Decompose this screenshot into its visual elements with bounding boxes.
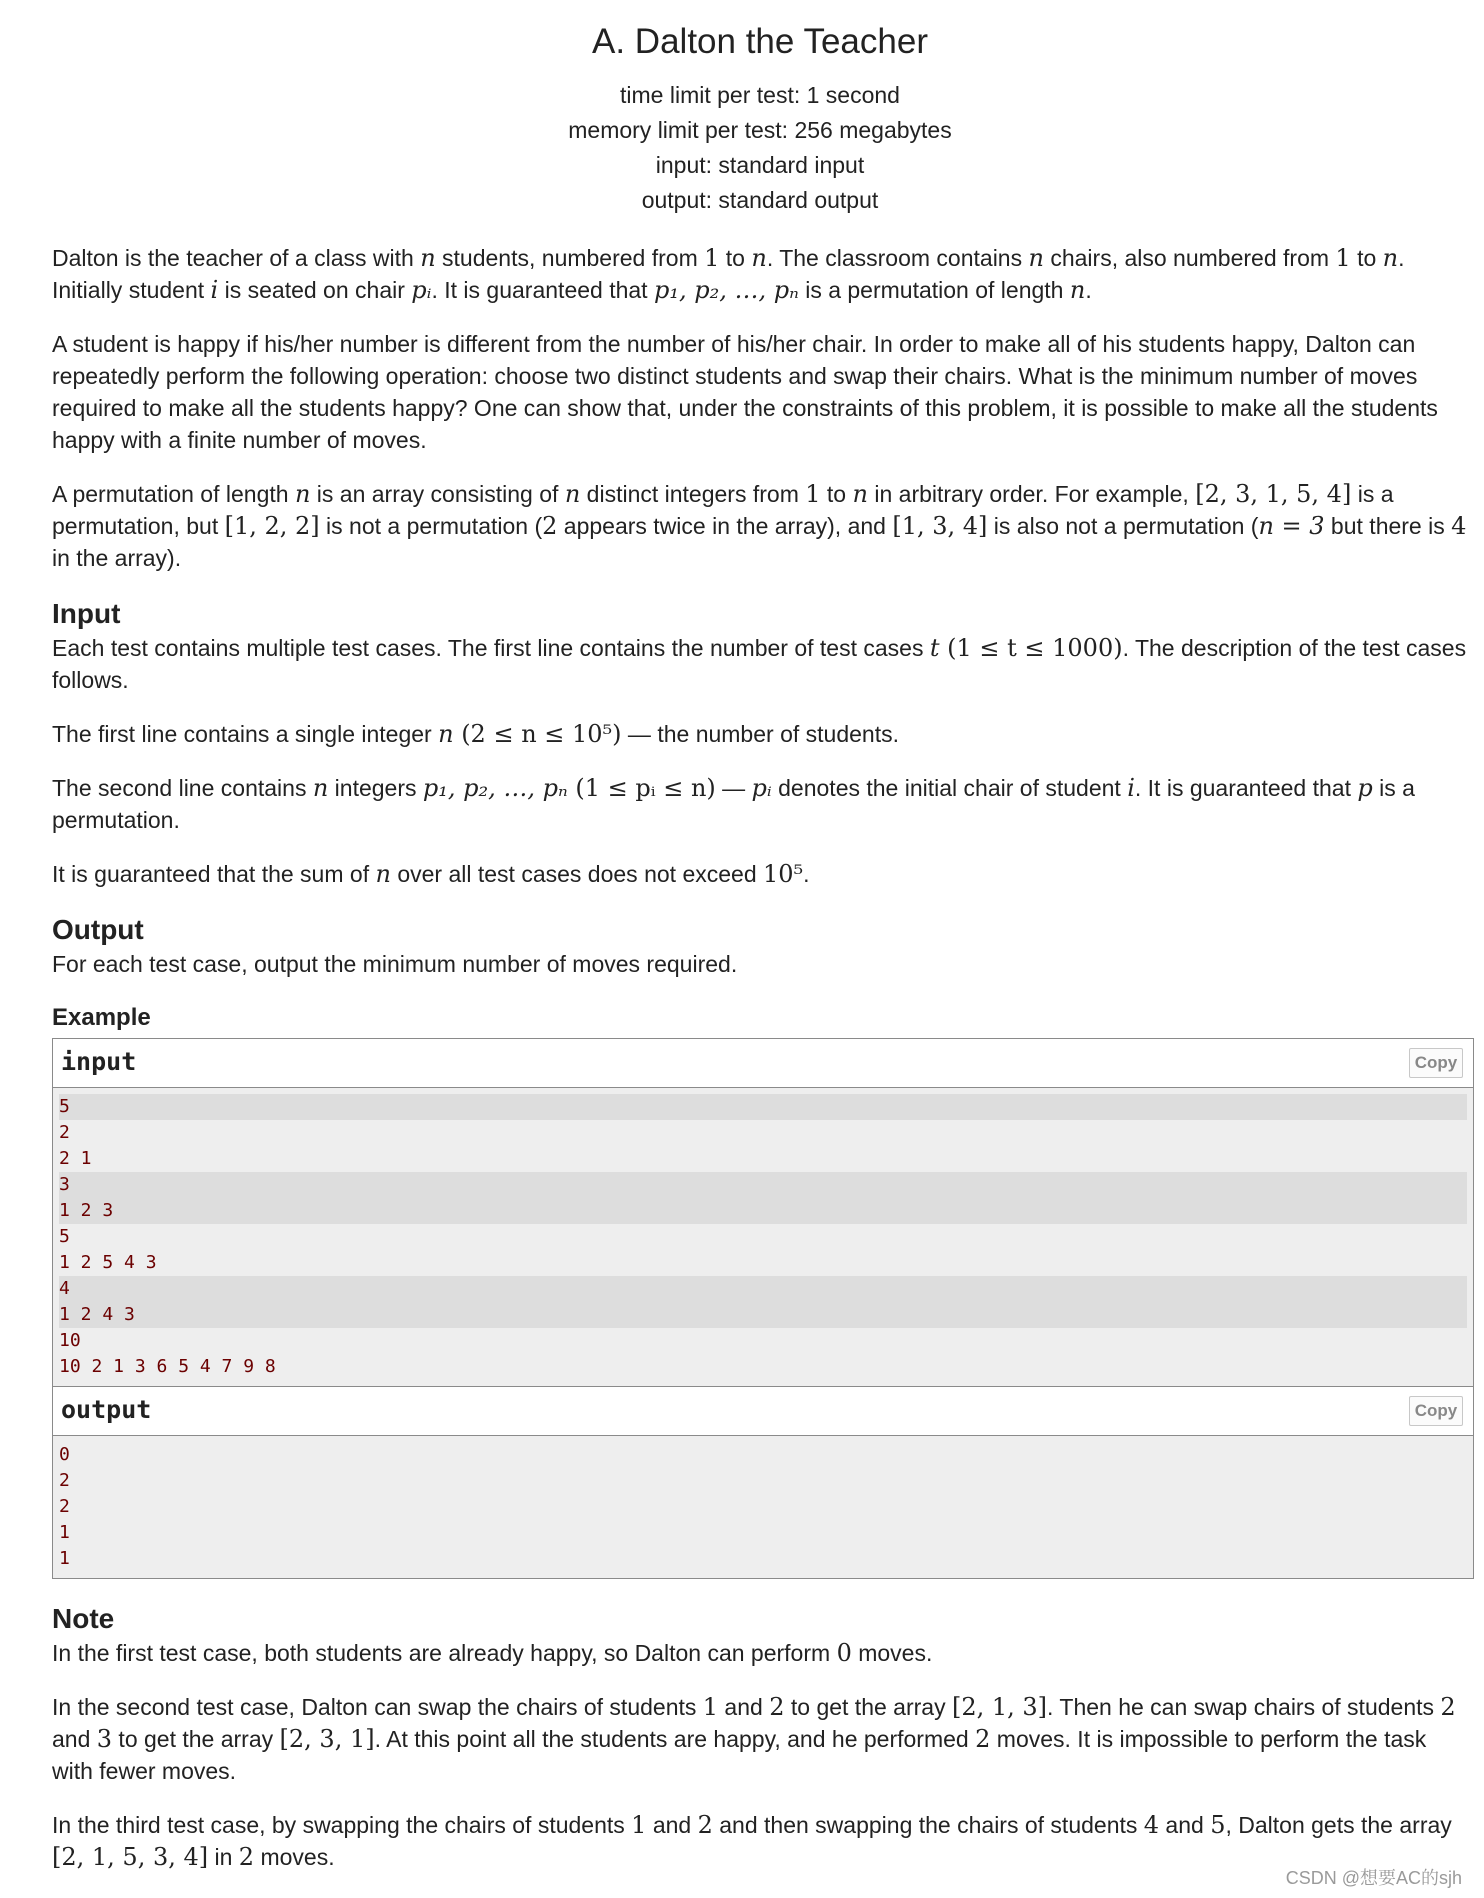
sample-input-label: input <box>61 1047 137 1076</box>
input-paragraph-1: Each test contains multiple test cases. The first line contains the number of test cases t (1 ≤ t ≤ 1000). The description of the test cases follows. <box>52 634 1467 693</box>
sample-input-line: 10 <box>59 1330 81 1351</box>
sample-input-line: 4 <box>59 1276 1467 1302</box>
sample-output-line: 0 <box>59 1444 70 1465</box>
sample-test <box>52 1038 1474 1579</box>
sample-input-line: 2 1 <box>59 1148 92 1169</box>
input-paragraph-2: The first line contains a single integer n (2 ≤ n ≤ 10⁵) — the number of students. <box>52 720 899 748</box>
sample-input-line: 2 <box>59 1122 70 1143</box>
sample-input-line: 1 2 5 4 3 <box>59 1252 157 1273</box>
example-title: Example <box>52 1004 151 1031</box>
sample-output-header <box>53 1387 1473 1436</box>
statement-paragraph-1: Dalton is the teacher of a class with n students, numbered from 1 to n. The classroom contains n chairs, also numbered from 1 to n. Initially student i is seated on chair pᵢ. It is guaranteed that p₁, p₂, …, pₙ is a permutation of length n. <box>52 244 1405 304</box>
sample-output-label: output <box>61 1395 152 1424</box>
sample-output-line: 1 <box>59 1522 70 1543</box>
input-paragraph-3: The second line contains n integers p₁, p₂, …, pₙ (1 ≤ pᵢ ≤ n) — pᵢ denotes the initial chair of student i. It is guaranteed that p is a permutation. <box>52 774 1415 833</box>
time-limit: time limit per test: 1 second <box>620 82 900 108</box>
sample-input-line: 5 <box>59 1094 1467 1120</box>
sample-input-line: 10 2 1 3 6 5 4 7 9 8 <box>59 1356 276 1377</box>
note-paragraph-1: In the first test case, both students are already happy, so Dalton can perform 0 moves. <box>52 1639 933 1667</box>
input-section-title: Input <box>52 598 121 629</box>
statement-paragraph-3: A permutation of length n is an array consisting of n distinct integers from 1 to n in arbitrary order. For example, [2, 3, 1, 5, 4] is a permutation, but [1, 2, 2] is not a permutation (2 appears twice in the array), and [1, 3, 4] is also not a permutation (n = 3 but there is 4 in the array). <box>52 480 1467 571</box>
problem-header <box>52 22 1468 218</box>
sample-output-line: 2 <box>59 1470 70 1491</box>
sample-input-line: 1 2 3 <box>59 1198 1467 1224</box>
sample-input-body <box>53 1088 1473 1386</box>
input-paragraph-4: It is guaranteed that the sum of n over all test cases does not exceed 10⁵. <box>52 860 810 888</box>
problem-statement <box>52 0 1468 1895</box>
sample-input-line: 3 <box>59 1172 1467 1198</box>
statement-paragraph-2: A student is happy if his/her number is different from the number of his/her chair. In order to make all of his students happy, Dalton can repeatedly perform the following operation: choose two distinct students and swap their chairs. What is the minimum number of moves required to make all the students happy? One can show that, under the constraints of this problem, it is possible to make all the students happy with a finite number of moves. <box>52 331 1438 453</box>
problem-title: A. Dalton the Teacher <box>592 22 928 61</box>
output-paragraph-1: For each test case, output the minimum number of moves required. <box>52 951 738 977</box>
note-paragraph-3: In the third test case, by swapping the chairs of students 1 and 2 and then swapping the chairs of students 4 and 5, Dalton gets the array [2, 1, 5, 3, 4] in 2 moves. <box>52 1811 1452 1871</box>
output-section-title: Output <box>52 914 144 945</box>
note-paragraph-2: In the second test case, Dalton can swap the chairs of students 1 and 2 to get the array [2, 1, 3]. Then he can swap chairs of students 2 and 3 to get the array [2, 3, 1]. At this point all the students are happy, and he performed 2 moves. It is impossible to perform the task with fewer moves. <box>52 1693 1456 1784</box>
copy-output-button[interactable]: Copy <box>1409 1396 1463 1426</box>
input-source: input: standard input <box>655 152 865 178</box>
copy-input-button[interactable]: Copy <box>1409 1048 1463 1078</box>
sample-input-line: 1 2 4 3 <box>59 1302 1467 1328</box>
memory-limit: memory limit per test: 256 megabytes <box>568 117 952 143</box>
sample-output-line: 2 <box>59 1496 70 1517</box>
sample-input-line: 5 <box>59 1226 70 1247</box>
output-source: output: standard output <box>641 187 879 213</box>
sample-output-body <box>53 1436 1473 1578</box>
note-section-title: Note <box>52 1603 115 1634</box>
watermark: CSDN @想要AC的sjh <box>1285 1868 1462 1888</box>
sample-input-header <box>53 1039 1473 1088</box>
sample-output-line: 1 <box>59 1548 70 1569</box>
